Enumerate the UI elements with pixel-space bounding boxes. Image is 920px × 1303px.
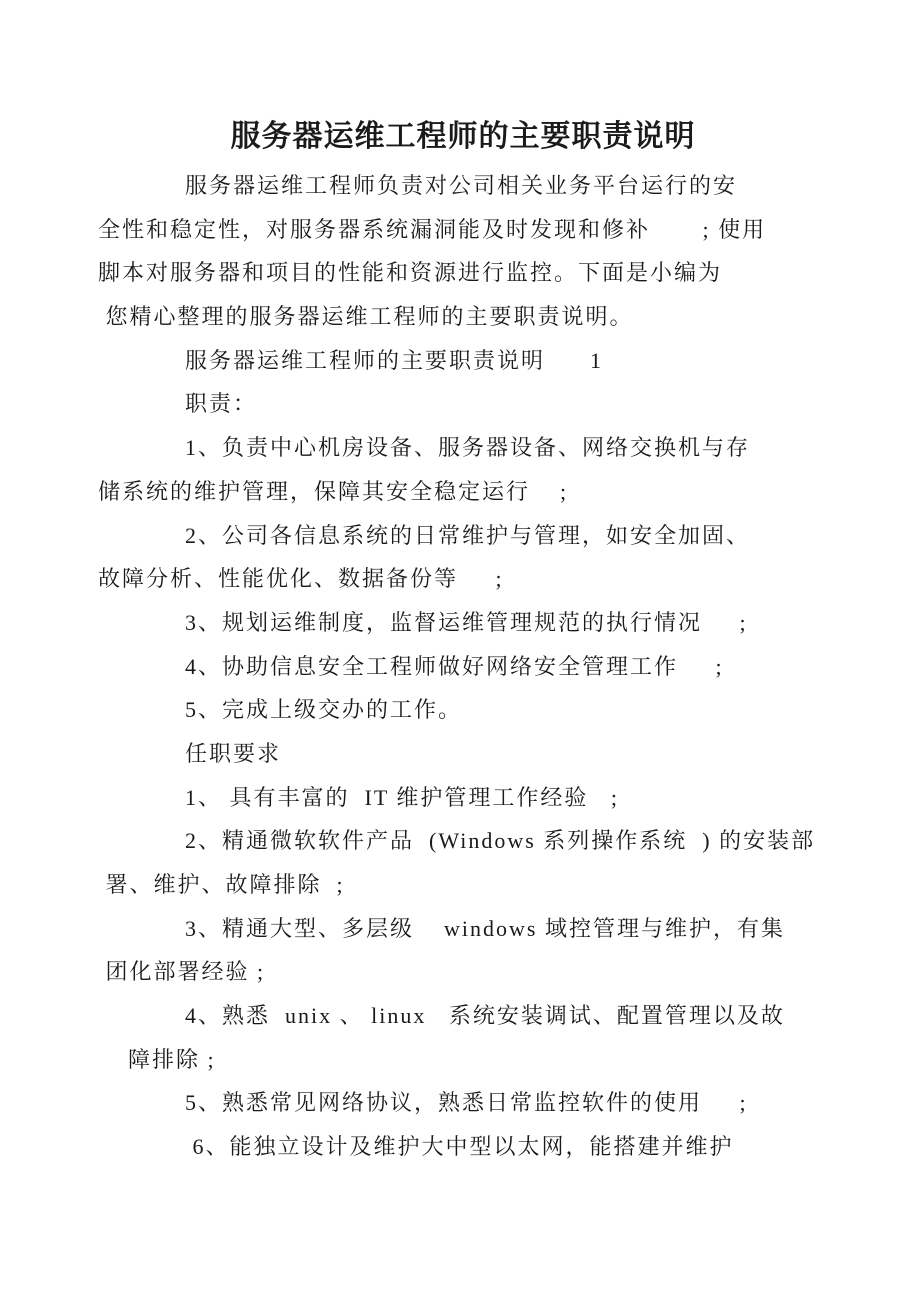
text-line: 任职要求 xyxy=(185,740,282,766)
text-line: 团化部署经验 ; xyxy=(98,959,266,985)
text-line: 故障分析、性能优化、数据备份等 ; xyxy=(98,566,504,592)
document-body xyxy=(98,164,858,1169)
text-line: 服务器运维工程师的主要职责说明 1 xyxy=(185,347,604,373)
text-line: 脚本对服务器和项目的性能和资源进行监控。下面是小编为 xyxy=(98,260,723,286)
text-line: 您精心整理的服务器运维工程师的主要职责说明。 xyxy=(98,304,634,330)
text-line: 6、能独立设计及维护大中型以太网，能搭建并维护 xyxy=(185,1134,734,1160)
text-line: 4、协助信息安全工程师做好网络安全管理工作 ; xyxy=(185,653,724,679)
text-line: 4、熟悉 unix 、 linux 系统安装调试、配置管理以及故 xyxy=(185,1003,785,1029)
text-line: 1、负责中心机房设备、服务器设备、网络交换机与存 xyxy=(185,435,751,461)
text-line: 职责： xyxy=(185,391,258,417)
text-line: 3、规划运维制度，监督运维管理规范的执行情况 ; xyxy=(185,609,748,635)
text-line: 服务器运维工程师负责对公司相关业务平台运行的安 xyxy=(185,173,738,198)
text-line: 2、公司各信息系统的日常维护与管理，如安全加固、 xyxy=(185,522,751,548)
text-line: 署、维护、故障排除 ; xyxy=(98,872,345,897)
text-line: 储系统的维护管理，保障其安全稳定运行 ; xyxy=(98,478,569,504)
text-line: 全性和稳定性，对服务器系统漏洞能及时发现和修补 ; 使用 xyxy=(98,216,767,242)
text-line: 1、 具有丰富的 IT 维护管理工作经验 ; xyxy=(185,784,619,810)
document-title: 服务器运维工程师的主要职责说明 xyxy=(230,120,696,153)
text-line: 障排除 ; xyxy=(98,1046,216,1072)
text-line: 5、完成上级交办的工作。 xyxy=(185,697,463,723)
text-line: 3、精通大型、多层级 windows 域控管理与维护，有集 xyxy=(185,915,785,941)
text-line: 5、熟悉常见网络协议，熟悉日常监控软件的使用 ; xyxy=(185,1090,748,1116)
text-line: 2、精通微软软件产品 (Windows 系列操作系统 ) 的安装部 xyxy=(185,828,816,854)
